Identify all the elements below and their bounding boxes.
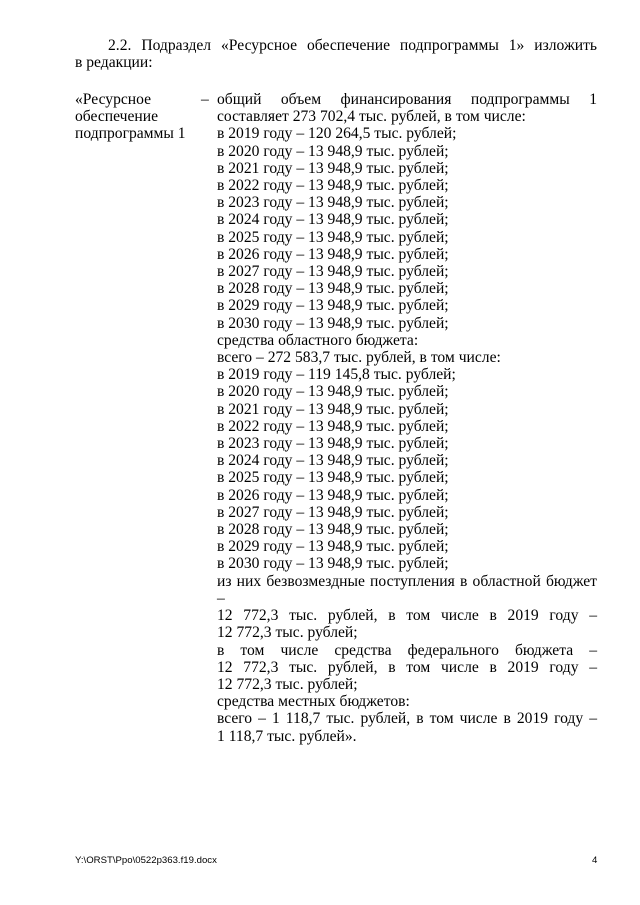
resource-label-line: подпрограммы 1	[75, 125, 186, 143]
intro-line-1: 2.2. Подраздел «Ресурсное обеспечение подпрограммы 1» изложить	[108, 37, 597, 54]
page-number: 4	[592, 855, 598, 866]
total-year-line: в 2024 году – 13 948,9 тыс. рублей;	[217, 211, 449, 229]
regional-year-line: в 2021 году – 13 948,9 тыс. рублей;	[217, 400, 449, 418]
total-year-line: в 2019 году – 120 264,5 тыс. рублей;	[217, 125, 457, 143]
regional-total: всего – 272 583,7 тыс. рублей, в том числе:	[217, 349, 501, 367]
total-year-line: в 2023 году – 13 948,9 тыс. рублей;	[217, 194, 449, 212]
total-year-line: в 2028 году – 13 948,9 тыс. рублей;	[217, 280, 449, 298]
federal-line-3: 12 772,3 тыс. рублей;	[217, 675, 358, 693]
label-dash: –	[201, 91, 209, 108]
resource-description	[217, 91, 597, 745]
federal-line-2: 12 772,3 тыс. рублей, в том числе в 2019 году –	[217, 658, 597, 676]
resource-label-line: обеспечение	[75, 108, 159, 126]
total-year-line: в 2029 году – 13 948,9 тыс. рублей;	[217, 297, 449, 315]
total-year-line: в 2021 году – 13 948,9 тыс. рублей;	[217, 159, 449, 177]
regional-year-line: в 2022 году – 13 948,9 тыс. рублей;	[217, 417, 449, 435]
intro-line-2: в редакции:	[75, 54, 153, 72]
total-year-line: в 2030 году – 13 948,9 тыс. рублей;	[217, 314, 449, 332]
total-year-line: в 2022 году – 13 948,9 тыс. рублей;	[217, 177, 449, 195]
resource-label-line: «Ресурсное	[75, 91, 152, 108]
federal-line-1: в том числе средства федерального бюджета –	[217, 641, 597, 659]
local-heading: средства местных бюджетов:	[217, 693, 410, 711]
grants-line-3: 12 772,3 тыс. рублей;	[217, 624, 358, 642]
local-line-2: 1 118,7 тыс. рублей».	[217, 727, 357, 745]
total-line-1: общий объем финансирования подпрограммы 1	[217, 91, 597, 108]
regional-year-line: в 2029 году – 13 948,9 тыс. рублей;	[217, 538, 449, 556]
grants-line-2: 12 772,3 тыс. рублей, в том числе в 2019 году –	[217, 607, 597, 625]
total-year-line: в 2020 году – 13 948,9 тыс. рублей;	[217, 142, 449, 160]
regional-year-line: в 2019 году – 119 145,8 тыс. рублей;	[217, 366, 456, 384]
regional-year-line: в 2025 году – 13 948,9 тыс. рублей;	[217, 469, 449, 487]
regional-year-line: в 2023 году – 13 948,9 тыс. рублей;	[217, 435, 449, 453]
resource-label	[75, 91, 215, 143]
total-line-2: составляет 273 702,4 тыс. рублей, в том числе:	[217, 108, 526, 126]
total-year-line: в 2025 году – 13 948,9 тыс. рублей;	[217, 228, 449, 246]
footer-file-path: Y:\ORST\Ppo\0522p363.f19.docx	[75, 855, 217, 866]
grants-line-1: из них безвозмездные поступления в областной бюджет –	[217, 572, 597, 607]
total-year-line: в 2027 году – 13 948,9 тыс. рублей;	[217, 263, 449, 281]
regional-year-line: в 2028 году – 13 948,9 тыс. рублей;	[217, 521, 449, 539]
regional-heading: средства областного бюджета:	[217, 331, 419, 349]
regional-year-line: в 2024 году – 13 948,9 тыс. рублей;	[217, 452, 449, 470]
regional-year-line: в 2030 году – 13 948,9 тыс. рублей;	[217, 555, 449, 573]
local-line-1: всего – 1 118,7 тыс. рублей, в том числе в 2019 году –	[217, 710, 597, 728]
intro-paragraph	[75, 37, 597, 72]
total-year-line: в 2026 году – 13 948,9 тыс. рублей;	[217, 245, 449, 263]
regional-year-line: в 2020 году – 13 948,9 тыс. рублей;	[217, 383, 449, 401]
regional-year-line: в 2027 году – 13 948,9 тыс. рублей;	[217, 503, 449, 521]
regional-year-line: в 2026 году – 13 948,9 тыс. рублей;	[217, 486, 449, 504]
